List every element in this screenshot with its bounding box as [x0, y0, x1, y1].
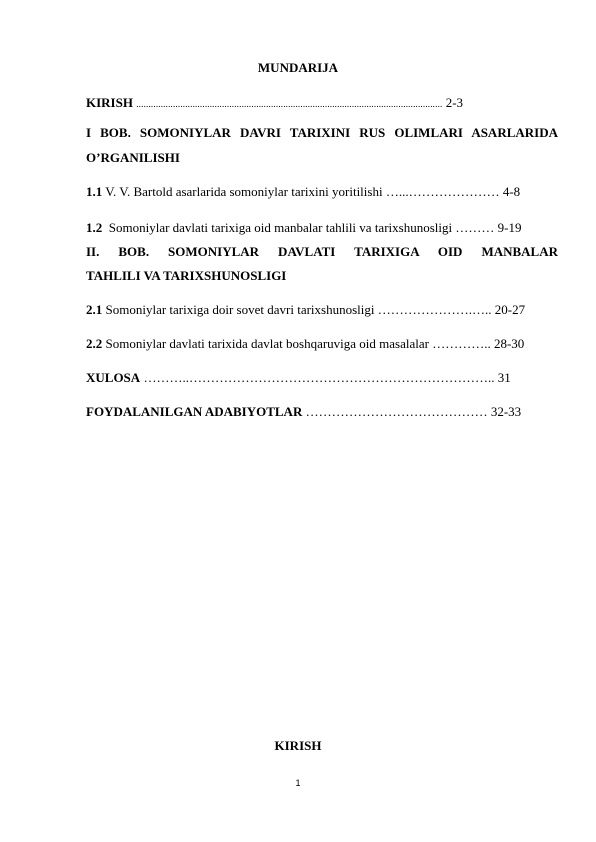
toc-entry-2-2 — [86, 336, 558, 352]
toc-1-2-pages: 9-19 — [497, 220, 522, 235]
toc-2-2-number: 2.2 — [86, 336, 103, 351]
toc-xulosa-pages: 31 — [497, 370, 511, 385]
toc-1-1-text: V. V. Bartold asarlarida somoniylar tarixini yoritilishi — [105, 184, 383, 199]
toc-1-1-dots: …...………………… — [385, 184, 500, 199]
toc-chapter2-line2: TAHLILI VA TARIXSHUNOSLIGI — [86, 268, 287, 283]
section-heading-kirish: KIRISH — [274, 738, 322, 753]
toc-entry-kirish — [86, 95, 558, 111]
toc-1-2-text: Somoniylar davlati tarixiga oid manbalar tahlili va tarixshunosligi — [108, 220, 453, 235]
toc-adabiyotlar-pages: 32-33 — [490, 404, 522, 419]
toc-1-2-dots: ……… — [455, 220, 495, 235]
toc-entry-1-1 — [86, 184, 558, 200]
toc-2-2-pages: 28-30 — [493, 336, 525, 351]
toc-2-1-dots: ………………….….. — [377, 302, 492, 317]
toc-1-1-number: 1.1 — [86, 184, 103, 199]
toc-1-1-pages: 4-8 — [502, 184, 521, 199]
toc-entry-adabiyotlar — [86, 404, 558, 420]
toc-2-2-dots: ………….. — [432, 336, 491, 351]
page-title: MUNDARIJA — [257, 60, 339, 75]
toc-kirish-label: KIRISH — [86, 95, 133, 110]
toc-2-1-number: 2.1 — [86, 302, 103, 317]
toc-xulosa-dots: ………..…………………………………………………………….. — [143, 370, 495, 385]
toc-2-1-pages: 20-27 — [494, 302, 526, 317]
toc-adabiyotlar-label: FOYDALANILGAN ADABIYOTLAR — [86, 404, 303, 419]
toc-1-2-number: 1.2 — [86, 220, 103, 235]
toc-chapter1-line1: I BOB. SOMONIYLAR DAVRI TARIXINI RUS OLIMLARI ASARLARIDA — [86, 125, 558, 140]
toc-2-2-text: Somoniylar davlati tarixida davlat boshqaruviga oid masalalar — [105, 336, 429, 351]
toc-entry-2-1 — [86, 302, 558, 318]
toc-kirish-dots: ............................................................................................................................. — [136, 99, 443, 109]
page-number: 1 — [295, 778, 301, 788]
toc-chapter2-line1: II. BOB. SOMONIYLAR DAVLATI TARIXIGA OID MANBALAR — [86, 244, 558, 259]
toc-entry-xulosa — [86, 370, 558, 386]
toc-adabiyotlar-dots: …………………………………… — [305, 404, 488, 419]
toc-xulosa-label: XULOSA — [86, 370, 141, 385]
toc-2-1-text: Somoniylar tarixiga doir sovet davri tarixshunosligi — [105, 302, 375, 317]
toc-kirish-pages: 2-3 — [445, 95, 464, 110]
toc-entry-1-2 — [86, 220, 558, 236]
toc-chapter1-line2: O’RGANILISHI — [86, 150, 180, 165]
